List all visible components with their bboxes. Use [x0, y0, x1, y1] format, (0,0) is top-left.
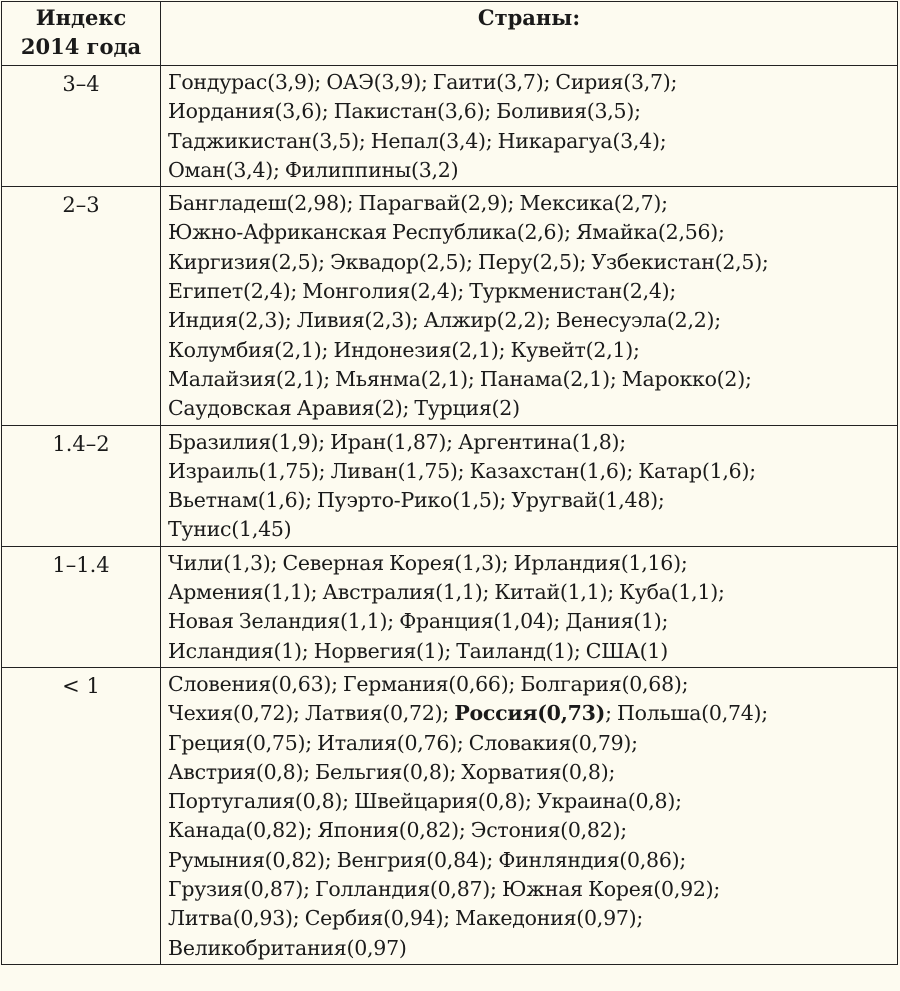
country-text: Египет(2,4); Монголия(2,4); Туркменистан(2,4); [168, 279, 677, 304]
country-text: Армения(1,1); Австралия(1,1); Китай(1,1); Куба(1,1); [168, 580, 725, 605]
country-text: Грузия(0,87); Голландия(0,87); Южная Корея(0,92); [168, 877, 721, 902]
country-text: Гондурас(3,9); ОАЭ(3,9); Гаити(3,7); Сирия(3,7); [168, 70, 678, 94]
country-text: Саудовская Аравия(2); Турция(2) [168, 396, 520, 421]
country-text: Колумбия(2,1); Индонезия(2,1); Кувейт(2,1); [168, 337, 640, 362]
country-text: Иордания(3,6); Пакистан(3,6); Боливия(3,5); [168, 99, 641, 124]
country-list-line [168, 306, 893, 335]
country-list-line [168, 127, 893, 156]
index-range-cell: < 1 [2, 667, 161, 964]
country-list-line [168, 758, 893, 787]
country-text: Португалия(0,8); Швейцария(0,8); Украина(0,8); [168, 789, 682, 814]
country-text: Малайзия(2,1); Мьянма(2,1); Панама(2,1); Марокко(2); [168, 366, 752, 391]
country-list-line [168, 846, 893, 875]
countries-cell [161, 187, 898, 425]
country-list-line [168, 365, 893, 394]
country-list-line [168, 428, 893, 457]
table-row [2, 187, 898, 425]
country-text: Словения(0,63); Германия(0,66); Болгария(0,68); [168, 671, 689, 696]
index-range-cell: 2–3 [2, 187, 161, 425]
country-text: Великобритания(0,97) [168, 935, 407, 960]
country-list-line [168, 549, 893, 578]
country-text: Тунис(1,45) [168, 517, 292, 542]
country-text: Индия(2,3); Ливия(2,3); Алжир(2,2); Венесуэла(2,2); [168, 308, 721, 333]
table-row [2, 667, 898, 964]
country-text: Австрия(0,8); Бельгия(0,8); Хорватия(0,8); [168, 759, 616, 784]
country-list-line [168, 189, 893, 218]
country-list-line [168, 729, 893, 758]
index-range-cell: 1–1.4 [2, 546, 161, 667]
country-list-line [168, 486, 893, 515]
table-row [2, 66, 898, 187]
country-list-line [168, 875, 893, 904]
country-text: Оман(3,4); Филиппины(3,2) [168, 157, 459, 182]
country-text: Румыния(0,82); Венгрия(0,84); Финляндия(0,86); [168, 847, 687, 872]
country-list-line [168, 394, 893, 423]
country-text: Литва(0,93); Сербия(0,94); Македония(0,97); [168, 906, 644, 931]
country-list-line [168, 68, 893, 97]
highlighted-country: Россия(0,73) [454, 701, 606, 726]
country-text: Новая Зеландия(1,1); Франция(1,04); Дания(1); [168, 609, 669, 634]
countries-column-header: Страны: [161, 2, 898, 66]
country-text: Чехия(0,72); Латвия(0,72); [168, 701, 455, 726]
country-text: Греция(0,75); Италия(0,76); Словакия(0,79); [168, 730, 638, 755]
country-list-line [168, 156, 893, 185]
country-text: Канада(0,82); Япония(0,82); Эстония(0,82); [168, 818, 627, 843]
country-list-line [168, 787, 893, 816]
index-header-line-1: Индекс [35, 5, 127, 30]
table-row [2, 546, 898, 667]
country-text: Вьетнам(1,6); Пуэрто-Рико(1,5); Уругвай(1,48); [168, 488, 665, 513]
countries-cell [161, 546, 898, 667]
countries-cell [161, 66, 898, 187]
country-list-line [168, 457, 893, 486]
country-list-line [168, 934, 893, 963]
country-list-line [168, 670, 893, 699]
country-text: Чили(1,3); Северная Корея(1,3); Ирландия(1,16); [168, 550, 688, 575]
country-list-line [168, 97, 893, 126]
country-text: Бразилия(1,9); Иран(1,87); Аргентина(1,8); [168, 429, 626, 454]
country-list-line [168, 578, 893, 607]
country-list-line [168, 218, 893, 247]
country-list-line [168, 816, 893, 845]
country-text: Южно-Африканская Республика(2,6); Ямайка(2,56); [168, 220, 725, 245]
countries-cell [161, 667, 898, 964]
country-list-line [168, 607, 893, 636]
table-row [2, 425, 898, 546]
country-text: Киргизия(2,5); Эквадор(2,5); Перу(2,5); Узбекистан(2,5); [168, 249, 769, 274]
index-column-header [2, 2, 161, 66]
country-list-line [168, 515, 893, 544]
index-range-cell: 3–4 [2, 66, 161, 187]
header-row [2, 2, 898, 66]
country-list-line [168, 904, 893, 933]
country-text: Таджикистан(3,5); Непал(3,4); Никарагуа(3,4); [168, 128, 667, 153]
index-header-line-2: 2014 года [20, 34, 142, 59]
table-body [2, 66, 898, 965]
country-text: Израиль(1,75); Ливан(1,75); Казахстан(1,6); Катар(1,6); [168, 458, 756, 483]
country-text: Бангладеш(2,98); Парагвай(2,9); Мексика(2,7); [168, 191, 668, 216]
country-list-line [168, 248, 893, 277]
country-list-line [168, 699, 893, 728]
country-text: ; Польша(0,74); [605, 701, 768, 726]
country-text: Исландия(1); Норвегия(1); Таиланд(1); США(1) [168, 638, 668, 663]
country-list-line [168, 277, 893, 306]
countries-cell [161, 425, 898, 546]
index-range-cell: 1.4–2 [2, 425, 161, 546]
index-table [1, 1, 898, 965]
country-list-line [168, 637, 893, 666]
country-list-line [168, 336, 893, 365]
